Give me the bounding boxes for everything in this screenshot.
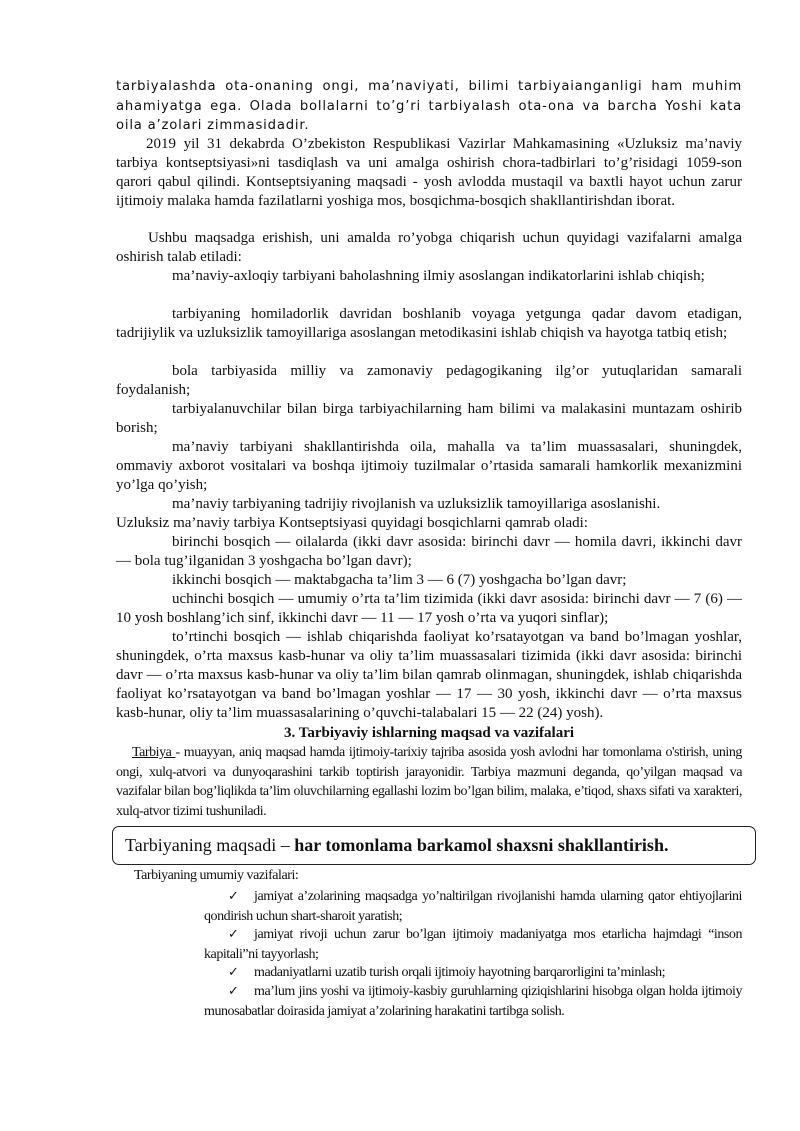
- general-task-text: madaniyatlarni uzatib turish orqali ijtimoiy hayotning barqarorligini ta’minlash;: [254, 965, 666, 980]
- section-heading: 3. Tarbiyaviy ishlarning maqsad va vazifalari: [283, 725, 575, 741]
- tarbiya-term: Tarbiya: [132, 745, 176, 760]
- stages-intro: Uzluksiz ma’naviy tarbiya Kontseptsiyasi quyidagi bosqichlarni qamrab oladi:: [116, 515, 588, 531]
- tarbiya-definition: [116, 743, 742, 821]
- goal-statement: [125, 835, 668, 856]
- task-item: tarbiyalanuvchilar bilan birga tarbiyachilarning ham bilimi va malakasini muntazam oshirib borish;: [116, 401, 742, 436]
- general-task-item: [204, 982, 742, 1021]
- goal-box: [112, 826, 756, 865]
- stage-item: ikkinchi bosqich — maktabgacha ta’lim 3 — 6 (7) yoshgacha bo’lgan davr;: [172, 572, 627, 588]
- task-item: ma’naviy-axloqiy tarbiyani baholashning ilmiy asoslangan indikatorlarini ishlab chiqish;: [172, 268, 705, 284]
- intro-paragraph-2: 2019 yil 31 dekabrda O’zbekiston Respublikasi Vazirlar Mahkamasining «Uzluksiz ma’naviy tarbiya kontseptsiyasi»ni tasdiqlash va uni amalga oshirish chora-tadbirlari to’g’risidagi 1059-son qarori qabul qilindi. Kontseptsiyaning maqsadi - yosh avlodda mustaqil va baxtli hayot uchun zarur ijtimoiy malaka hamda fazilatlarni yoshiga mos, bosqichma-bosqich shakllantirishdan iborat.: [116, 136, 742, 209]
- check-mark-icon: ✓: [228, 984, 239, 999]
- intro-paragraph-3: Ushbu maqsadga erishish, uni amalda ro’yobga chiqarish uchun quyidagi vazifalarni amalga oshirish talab etiladi:: [116, 230, 742, 265]
- general-task-text: jamiyat a’zolarining maqsadga yo’naltirilgan rivojlanishi hamda ularning qator ehtiyojlarini qondirish uchun shart-sharoit yaratish;: [204, 889, 742, 924]
- general-tasks-title: Tarbiyaning umumiy vazifalari:: [134, 868, 299, 883]
- general-task-text: ma’lum jins yoshi va ijtimoiy-kasbiy guruhlarning qiziqishlarini hisobga olgan holda ijtimoiy munosabatlar doirasida jamiyat a’zolarining harakatini tartibga solish.: [204, 984, 742, 1019]
- goal-label: Tarbiyaning maqsadi –: [125, 835, 295, 855]
- goal-value: har tomonlama barkamol shaxsni shakllantirish.: [294, 835, 669, 855]
- general-task-item: [204, 887, 742, 926]
- check-mark-icon: ✓: [228, 965, 239, 980]
- tarbiya-definition-text: - muayyan, aniq maqsad hamda ijtimoiy-tarixiy tajriba asosida yosh avlodni har tomonlama o'stirish, uning ongi, xulq-atvori va dunyoqarashini tarkib toptirish jarayonidir. Tarbiya mazmuni deganda, qo’yilgan maqsad va vazifalar bilan bog’liqlikda ta’lim oluvchilarning egallashi lozim bo’lgan bilim, malaka, e’tiqod, shaxs sifati va xarakteri, xulq-atvor tizimi tushuniladi.: [116, 745, 742, 819]
- stage-item: to’rtinchi bosqich — ishlab chiqarishda faoliyat ko’rsatayotgan va band bo’lmagan yoshlar, shuningdek, o’rta maxsus kasb-hunar va oliy ta’lim muassasalari tizimida (ikki davr asosida: birinchi davr — o’rta maxsus kasb-hunar va oliy ta’lim bilan qamrab olinmagan, shuningdek, ishlab chiqarishda faoliyat ko’rsatayotgan va band bo’lmagan yoshlar — 17 — 30 yosh, ikkinchi davr — o’rta maxsus kasb-hunar, oliy ta’lim muassasalarining o’quvchi-talabalari 15 — 22 (24) yosh).: [116, 629, 742, 721]
- task-item: tarbiyaning homiladorlik davridan boshlanib voyaga yetgunga qadar davom etadigan, tadrijiylik va uzluksizlik tamoyillariga asoslangan metodikasini ishlab chiqish va hayotga tatbiq etish;: [116, 306, 742, 341]
- stage-item: uchinchi bosqich — umumiy o’rta ta’lim tizimida (ikki davr asosida: birinchi davr — 7 (6) — 10 yosh boshlang’ich sinf, ikkinchi davr — 11 — 17 yosh o’rta va yuqori sinflar);: [116, 591, 742, 626]
- intro-paragraph-1: tarbiyalashda ota-onaning ongi, ma’naviyati, bilimi tarbiyaianganligi ham muhim ahamiyatga ega. Olada bollalarni to’g’ri tarbiyalash ota-ona va barcha Yoshi kata oila a’zolari zimmasidadir.: [116, 79, 742, 133]
- general-task-item: [204, 925, 742, 964]
- check-mark-icon: ✓: [228, 927, 239, 942]
- general-task-text: jamiyat rivoji uchun zarur bo’lgan ijtimoiy madaniyatga mos etarlicha hajmdagi “inson kapitali”ni tayyorlash;: [204, 927, 742, 962]
- general-task-item: [204, 963, 742, 983]
- task-item: ma’naviy tarbiyaning tadrijiy rivojlanish va uzluksizlik tamoyillariga asoslanishi.: [172, 496, 661, 512]
- check-mark-icon: ✓: [228, 889, 239, 904]
- task-item: bola tarbiyasida milliy va zamonaviy pedagogikaning ilg’or yutuqlaridan samarali foydalanish;: [116, 363, 742, 398]
- stage-item: birinchi bosqich — oilalarda (ikki davr asosida: birinchi davr — homila davri, ikkinchi davr — bola tug’ilganidan 3 yoshgacha bo’lgan davr);: [116, 534, 742, 569]
- task-item: ma’naviy tarbiyani shakllantirishda oila, mahalla va ta’lim muassasalari, shuningdek, ommaviy axborot vositalari va boshqa ijtimoiy tuzilmalar o’rtasida samarali hamkorlik mexanizmini yo’lga qo’yish;: [116, 439, 742, 493]
